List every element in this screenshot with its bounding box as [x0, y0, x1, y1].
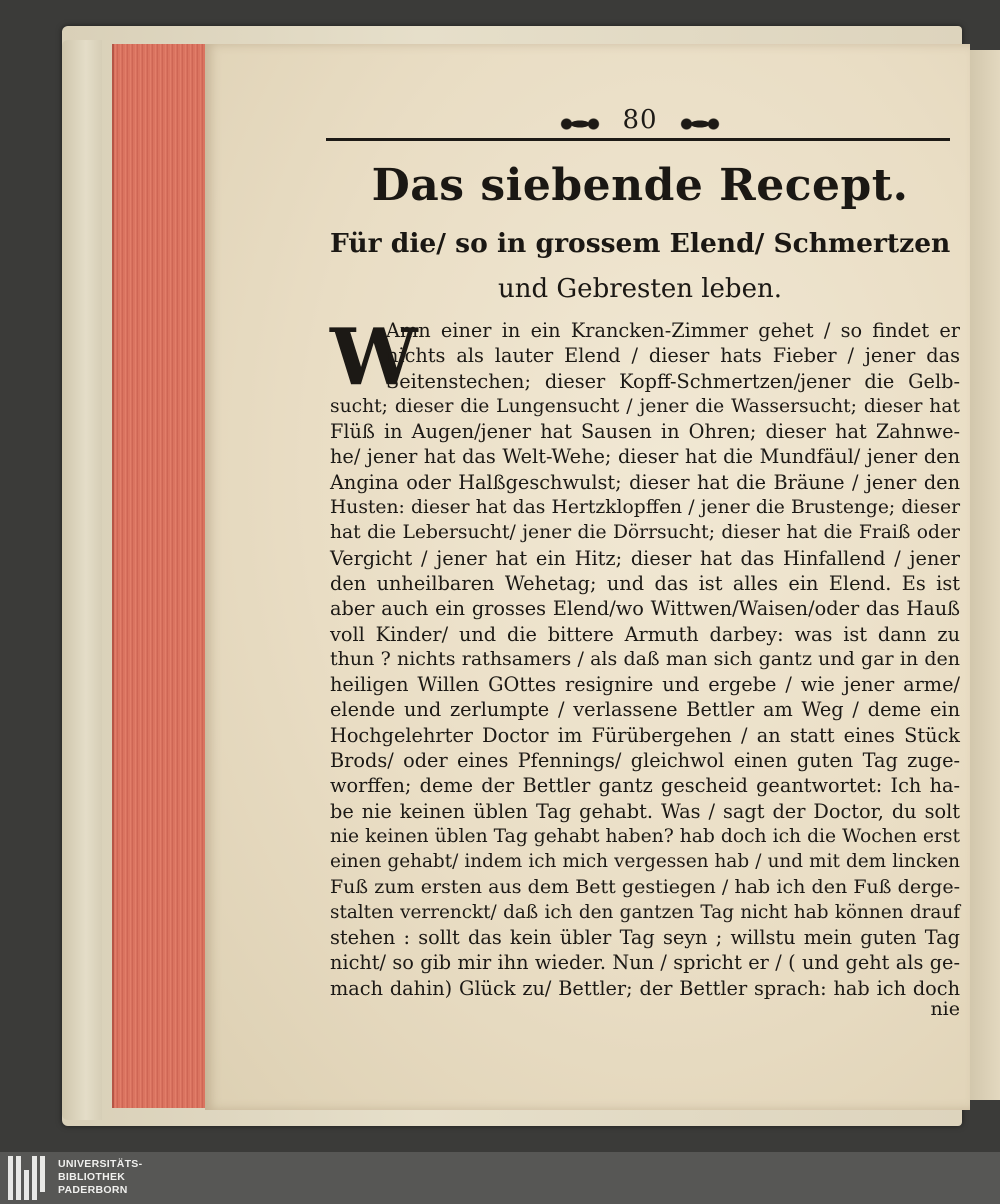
text-line: den unheilbaren Wehetag; und das ist alles ein Elend. Es ist: [330, 571, 960, 595]
text-line: thun ? nichts rathsamers / als daß man sich gantz und gar in den: [330, 647, 960, 670]
text-line: nicht/ so gib mir ihn wieder. Nun / spricht er / ( und geht als ge-: [330, 951, 960, 975]
text-line: worffen; deme der Bettler gantz gescheid geantwortet: Ich ha-: [330, 774, 960, 798]
header-rule: [326, 138, 950, 141]
cover-spine: [62, 40, 102, 1120]
text-line: he/ jener hat das Welt-Wehe; dieser hat die Mundfäul/ jener den: [330, 445, 960, 469]
text-line: Amn einer in ein Krancken-Zimmer gehet / so findet er: [386, 319, 960, 342]
library-logo-text: [58, 1158, 142, 1197]
text-line: nichts als lauter Elend / dieser hats Fieber / jener das: [386, 344, 960, 368]
text-line: Seitenstechen; dieser Kopff-Schmertzen/jener die Gelb-: [386, 369, 960, 393]
text-line: Angina oder Halßgeschwulst; dieser hat die Bräune / jener den: [330, 470, 960, 494]
text-line: Brods/ oder eines Pfennings/ gleichwol einen guten Tag zuge-: [330, 749, 960, 773]
text-line: nie keinen üblen Tag gehabt haben? hab doch ich die Wochen erst: [330, 825, 960, 847]
text-line: voll Kinder/ und die bittere Armuth darbey: was ist dann zu: [330, 622, 960, 646]
page-number: 80: [622, 105, 658, 135]
text-line: hat die Lebersucht/ jener die Dörrsucht; dieser hat die Fraiß oder: [330, 522, 960, 544]
red-page-edges: [112, 44, 214, 1108]
chapter-subtitle-line1: Für die/ so in grossem Elend/ Schmertzen: [330, 228, 951, 259]
text-line: einen gehabt/ indem ich mich vergessen hab / und mit dem lincken: [330, 851, 960, 873]
text-line: Fuß zum ersten aus dem Bett gestiegen / hab ich den Fuß derge-: [330, 875, 960, 898]
text-line: stehen : sollt das kein übler Tag seyn ; willstu mein guten Tag: [330, 926, 960, 950]
text-line: Vergicht / jener hat ein Hitz; dieser hat das Hinfallend / jener: [330, 546, 960, 570]
logo-line: PADERBORN: [58, 1184, 128, 1196]
text-line: stalten verrenckt/ daß ich den gantzen Tag nicht hab können drauf: [330, 901, 960, 923]
page-header: [330, 100, 950, 140]
text-line: Hochgelehrter Doctor im Fürübergehen / an statt eines Stück: [330, 723, 960, 747]
text-line: Flüß in Augen/jener hat Sausen in Ohren; dieser hat Zahnwe-: [330, 420, 960, 444]
footer-bar: [0, 1152, 1000, 1204]
logo-line: UNIVERSITÄTS-: [58, 1158, 143, 1170]
text-line: be nie keinen üblen Tag gehabt. Was / sagt der Doctor, du solt: [330, 799, 960, 823]
text-line: elende und zerlumpte / verlassene Bettler am Weg / deme ein: [330, 698, 960, 722]
logo-line: BIBLIOTHEK: [58, 1171, 126, 1183]
text-line: heiligen Willen GOttes resignire und ergebe / wie jener arme/: [330, 673, 960, 697]
text-line: Husten: dieser hat das Hertzklopffen / jener die Brustenge; dieser: [330, 497, 960, 519]
text-line: sucht; dieser die Lungensucht / jener die Wassersucht; dieser hat: [330, 395, 960, 417]
text-line: mach dahin) Glück zu/ Bettler; der Bettler sprach: hab ich doch: [330, 976, 960, 1000]
facing-page-edge: [965, 50, 1000, 1100]
body-text: [330, 312, 960, 1001]
ornament-left-icon: [553, 114, 607, 134]
drop-cap: W: [330, 312, 418, 403]
chapter-title: Das siebende Recept.: [371, 160, 909, 211]
text-line: aber auch ein grosses Elend/wo Wittwen/Waisen/oder das Hauß: [330, 597, 960, 621]
ornament-right-icon: [673, 114, 727, 134]
catchword: nie: [930, 998, 960, 1020]
library-logo-icon: [8, 1156, 52, 1200]
chapter-subtitle-line2: und Gebresten leben.: [498, 274, 782, 304]
